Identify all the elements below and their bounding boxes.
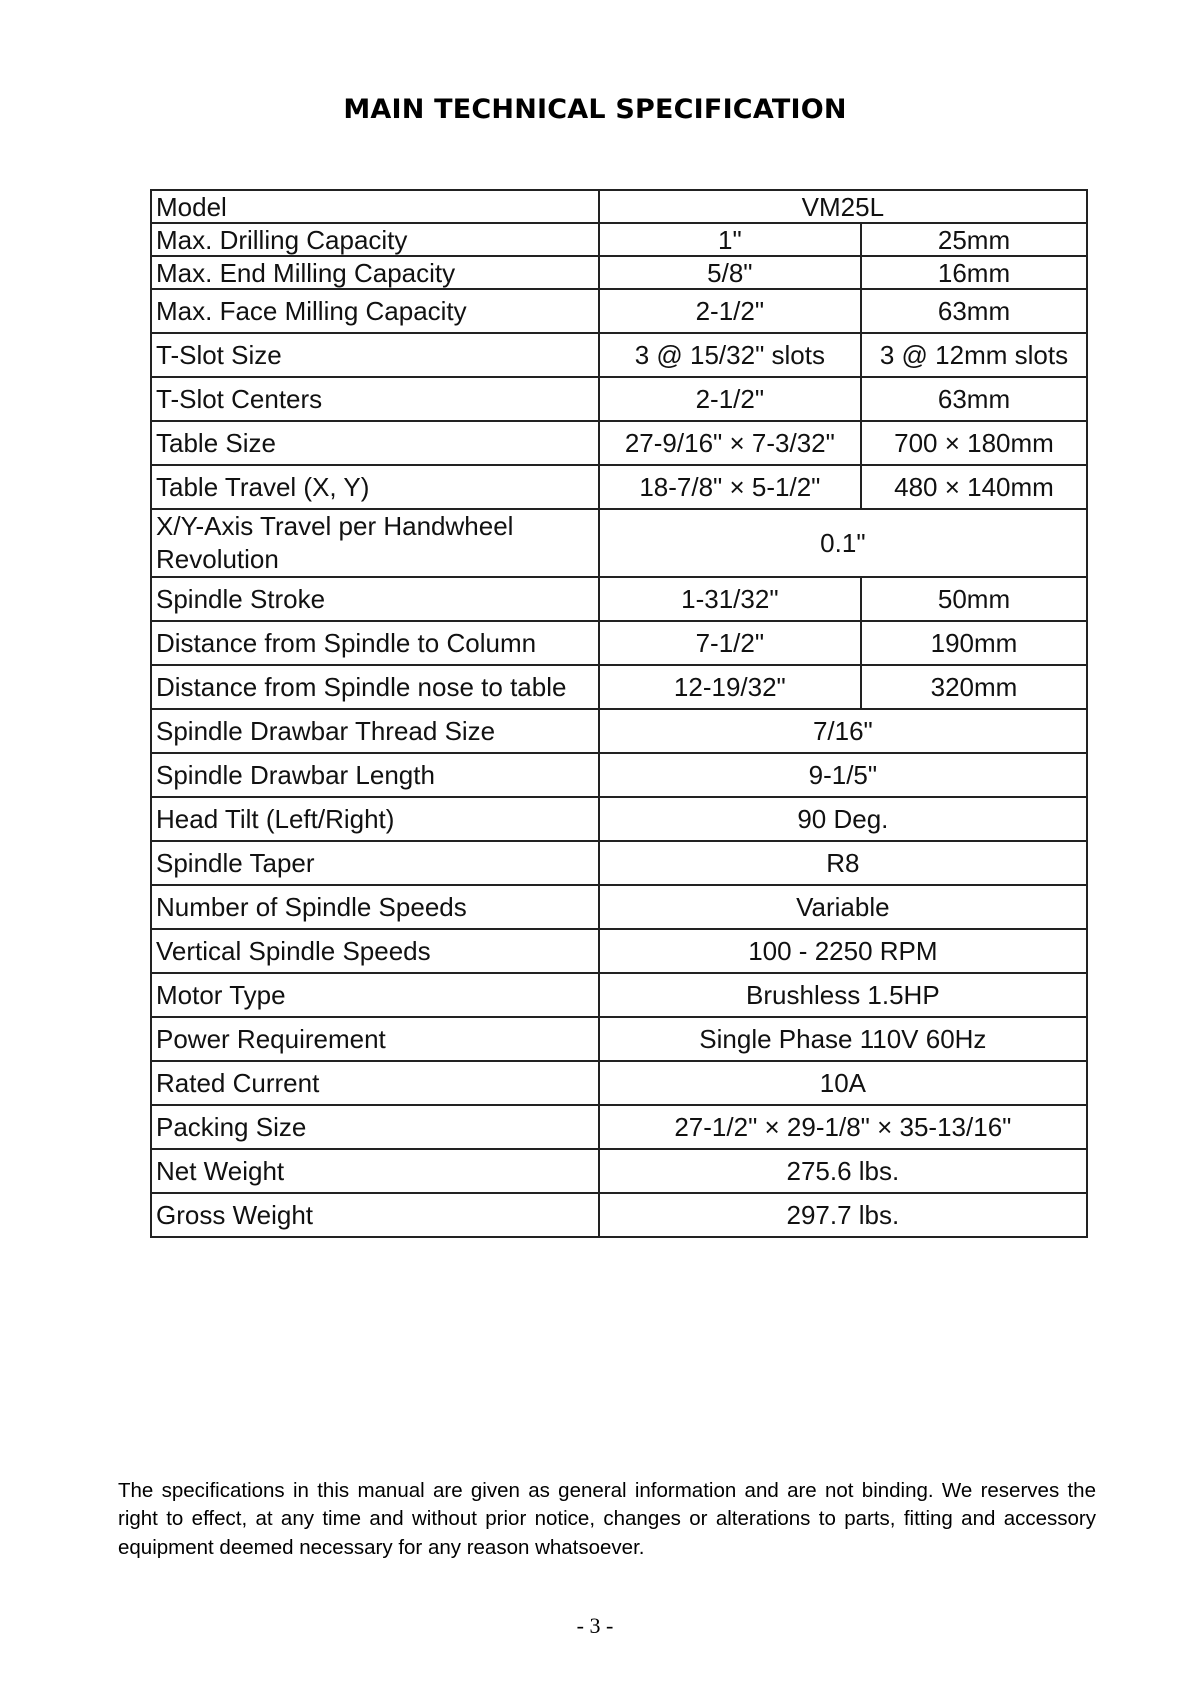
spec-value: R8 [599,841,1087,885]
spec-label: X/Y-Axis Travel per Handwheel Revolution [151,509,599,577]
spec-value: 27-1/2" × 29-1/8" × 35-13/16" [599,1105,1087,1149]
spec-value: 90 Deg. [599,797,1087,841]
spec-table [150,189,1088,1238]
spec-label: Number of Spindle Speeds [151,885,599,929]
spec-value: 100 - 2250 RPM [599,929,1087,973]
spec-label: Table Size [151,421,599,465]
spec-label: Spindle Stroke [151,577,599,621]
spec-label: Spindle Drawbar Thread Size [151,709,599,753]
spec-label: Max. Face Milling Capacity [151,289,599,333]
spec-label: Model [151,190,599,223]
disclaimer-text: The specifications in this manual are given as general information and are not binding. We reserves the right to effect, at any time and without prior notice, changes or alterations to parts, fitting and accessory equipment deemed necessary for any reason whatsoever. [118,1478,1096,1559]
table-row [151,709,1087,753]
spec-value-imperial: 5/8" [599,256,861,289]
spec-label: Spindle Drawbar Length [151,753,599,797]
table-row [151,665,1087,709]
spec-value-imperial: 7-1/2" [599,621,861,665]
spec-label: Motor Type [151,973,599,1017]
table-row [151,885,1087,929]
spec-label: Power Requirement [151,1017,599,1061]
spec-label: Max. Drilling Capacity [151,223,599,256]
table-row [151,1149,1087,1193]
table-row [151,465,1087,509]
spec-value-metric: 50mm [861,577,1087,621]
spec-label: Distance from Spindle to Column [151,621,599,665]
spec-value-imperial: 2-1/2" [599,289,861,333]
spec-label: Vertical Spindle Speeds [151,929,599,973]
table-row [151,223,1087,256]
spec-value-metric: 320mm [861,665,1087,709]
spec-value-imperial: 3 @ 15/32" slots [599,333,861,377]
table-row [151,509,1087,577]
table-row [151,841,1087,885]
spec-value: 275.6 lbs. [599,1149,1087,1193]
spec-label: Rated Current [151,1061,599,1105]
table-row [151,377,1087,421]
table-row [151,797,1087,841]
table-row [151,1105,1087,1149]
page-title: MAIN TECHNICAL SPECIFICATION [343,94,847,125]
table-row [151,1061,1087,1105]
spec-value: 0.1" [599,509,1087,577]
spec-value: 9-1/5" [599,753,1087,797]
spec-value-metric: 25mm [861,223,1087,256]
spec-value: Brushless 1.5HP [599,973,1087,1017]
spec-value-metric: 700 × 180mm [861,421,1087,465]
spec-value-metric: 190mm [861,621,1087,665]
table-row [151,421,1087,465]
spec-label: Table Travel (X, Y) [151,465,599,509]
table-row [151,577,1087,621]
page-number: - 3 - [576,1613,614,1638]
table-row [151,256,1087,289]
table-row [151,753,1087,797]
table-row [151,1017,1087,1061]
spec-value-imperial: 12-19/32" [599,665,861,709]
spec-value: Variable [599,885,1087,929]
spec-value-metric: 480 × 140mm [861,465,1087,509]
spec-value: 7/16" [599,709,1087,753]
spec-value-imperial: 1-31/32" [599,577,861,621]
spec-label: T-Slot Size [151,333,599,377]
spec-value-metric: 3 @ 12mm slots [861,333,1087,377]
spec-label: Packing Size [151,1105,599,1149]
spec-value-metric: 63mm [861,377,1087,421]
spec-value-imperial: 1" [599,223,861,256]
table-row [151,929,1087,973]
spec-label: Net Weight [151,1149,599,1193]
spec-value-imperial: 2-1/2" [599,377,861,421]
spec-value-metric: 63mm [861,289,1087,333]
spec-value-imperial: 27-9/16" × 7-3/32" [599,421,861,465]
spec-label: Head Tilt (Left/Right) [151,797,599,841]
spec-value: 297.7 lbs. [599,1193,1087,1237]
table-row [151,1193,1087,1237]
spec-label: Spindle Taper [151,841,599,885]
table-row [151,333,1087,377]
spec-value: 10A [599,1061,1087,1105]
spec-value-metric: 16mm [861,256,1087,289]
table-row [151,621,1087,665]
spec-label: Max. End Milling Capacity [151,256,599,289]
spec-label: T-Slot Centers [151,377,599,421]
spec-value-imperial: 18-7/8" × 5-1/2" [599,465,861,509]
table-row [151,289,1087,333]
spec-value: Single Phase 110V 60Hz [599,1017,1087,1061]
table-row [151,190,1087,223]
table-row [151,973,1087,1017]
spec-value: VM25L [599,190,1087,223]
spec-label: Distance from Spindle nose to table [151,665,599,709]
spec-label: Gross Weight [151,1193,599,1237]
